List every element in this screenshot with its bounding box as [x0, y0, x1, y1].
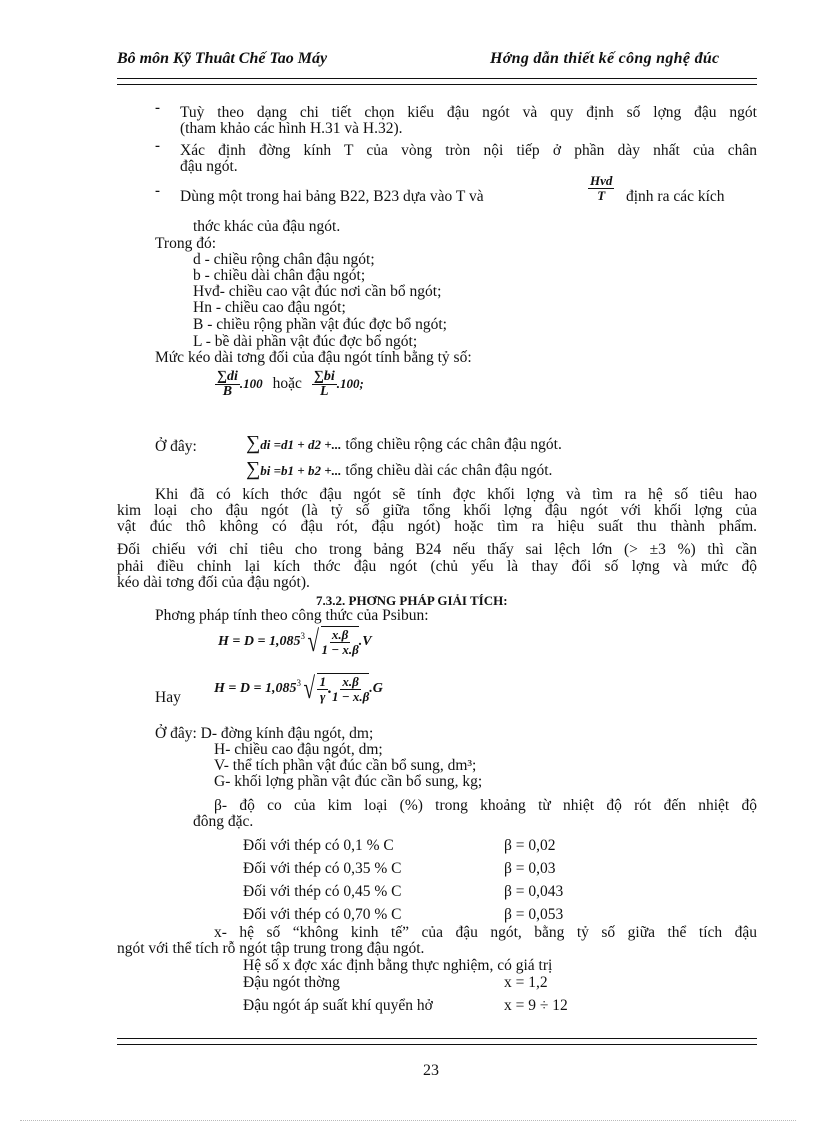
sum-d-expression: di =d1 + d2 +...	[260, 437, 342, 452]
para-line: Đối chiếu với chỉ tiêu cho trong bảng B24 nếu thấy sai lệch lớn (> ±3 %) thì cần	[117, 541, 757, 558]
para-line: Khi đã có kích thớc đậu ngót sẽ tính đợc khối lợng và tìm ra hệ số tiêu hao	[155, 486, 757, 503]
formula-2-n1: 1	[319, 674, 326, 689]
ratio-factor-1: .100	[239, 376, 263, 392]
bullet-2-line-1: Xác định đờng kính T của vòng tròn nội tiếp ở phần dày nhất của chân	[180, 142, 757, 159]
footer-rule-bottom	[117, 1044, 757, 1045]
where-heading: Trong đó:	[155, 235, 217, 252]
header-rule-top	[117, 78, 757, 79]
beta-row-value: β = 0,03	[504, 860, 556, 877]
x-row-label: Đậu ngót thờng	[243, 974, 340, 991]
x-row-label: Đậu ngót áp suất khí quyển hở	[243, 997, 433, 1014]
hvd-over-t-fraction	[588, 174, 614, 203]
bullet-marker: -	[155, 138, 160, 154]
page-edge-dots	[20, 1120, 796, 1121]
header-rule-bottom	[117, 84, 757, 85]
def-item: B - chiều rộng phần vật đúc đợc bổ ngót;	[193, 316, 447, 333]
formula-2-num: x.β	[342, 674, 359, 689]
para-line: kéo dài tơng đối của đậu ngót).	[117, 574, 310, 591]
sum-b-text: tổng chiều dài các chân đậu ngót.	[345, 462, 553, 479]
x-row-value: x = 9 ÷ 12	[504, 997, 568, 1014]
beta-row-steel: Đối với thép có 0,45 % C	[243, 883, 402, 900]
beta-row-value: β = 0,043	[504, 883, 564, 900]
sum-b-formula: ∑bi =b1 + b2 +... tổng chiều dài các chân đậu ngót.	[246, 458, 553, 480]
var-item: V- thể tích phần vật đúc cần bổ sung, dm³;	[214, 757, 477, 774]
page-number: 23	[423, 1062, 439, 1079]
para-line: kim loại cho đậu ngót (là tỷ số giữa tổng khối lợng đậu ngót với khối lợng của	[117, 502, 757, 519]
ratio-den-2: L	[320, 384, 329, 399]
header-department: Bô môn Kỹ Thuât Chế Tao Máy	[117, 50, 328, 67]
ratio-den-1: B	[222, 384, 233, 399]
para-line: vật đúc thô không có đậu rót, đậu ngót) hoặc tìm ra hiệu suất thu thành phẩm.	[117, 518, 757, 535]
ratio-num-1: ∑di	[217, 369, 238, 384]
bullet-marker: -	[155, 100, 160, 116]
formula-1-lhs: H = D = 1,085	[218, 633, 301, 649]
elongation-intro: Mức kéo dài tơng đối của đậu ngót tính bằng tỷ số:	[155, 349, 472, 366]
var-item: H- chiều cao đậu ngót, dm;	[214, 741, 383, 758]
para-line: phải điều chỉnh lại kích thớc đậu ngót (chủ yếu là thay đổi số lợng và mức độ	[117, 558, 757, 575]
elongation-ratio-formula	[215, 370, 364, 399]
root-index: 3	[300, 630, 305, 641]
ratio-num-2: ∑bi	[313, 369, 335, 384]
here-label: Ở đây:	[155, 438, 197, 455]
sum-b-expression: bi =b1 + b2 +...	[260, 463, 342, 478]
formula-1-num: x.β	[331, 627, 349, 642]
formula-1-den: 1 − x.β	[321, 642, 359, 657]
var-item: G- khối lợng phần vật đúc cần bổ sung, kg;	[214, 773, 483, 790]
ratio-factor-2: .100;	[336, 376, 364, 392]
psibun-formula-1: H = D = 1,085 3 √ $\frac{x.\beta}{1 - x.\beta}$ .V	[218, 624, 372, 658]
beta-row-steel: Đối với thép có 0,70 % C	[243, 906, 402, 923]
header-guide-title: Hớng dẫn thiết kế công nghệ đúc	[490, 50, 720, 67]
beta-row-value: β = 0,02	[504, 837, 556, 854]
sum-d-formula: ∑di =d1 + d2 +... tổng chiều rộng các chân đậu ngót.	[246, 432, 562, 454]
bullet-1-line-1: Tuỳ theo dạng chi tiết chọn kiểu đậu ngót và quy định số lợng đậu ngót	[180, 104, 757, 121]
fraction-denominator: T	[597, 188, 606, 203]
bullet-1-line-2: (tham khảo các hình H.31 và H.32).	[180, 120, 403, 137]
formula-2-lhs: H = D = 1,085	[214, 680, 297, 696]
formula-2-d1: γ	[319, 689, 326, 704]
formula-1-tail: .V	[358, 633, 372, 649]
method-intro: Phơng pháp tính theo công thức của Psibun:	[155, 607, 429, 624]
def-item: Hn - chiều cao đậu ngót;	[193, 299, 346, 316]
footer-rule-top	[117, 1038, 757, 1039]
section-heading: 7.3.2. PHƠNG PHÁP GIẢI TÍCH:	[316, 593, 508, 608]
x-desc-1: x- hệ số “không kinh tế” của đậu ngót, bằng tỷ số giữa thể tích đậu	[214, 924, 757, 941]
formula-2-tail: .G	[369, 680, 383, 696]
def-item: L - bề dài phần vật đúc đợc bổ ngót;	[193, 333, 418, 350]
x-desc-2: ngót với thể tích rỗ ngót tập trung trong đậu ngót.	[117, 940, 425, 957]
x-row-value: x = 1,2	[504, 974, 548, 991]
formula-2-den: 1 − x.β	[331, 689, 370, 704]
bullet-2-line-2: đậu ngót.	[180, 158, 238, 175]
beta-desc-1: β- độ co của kim loại (%) trong khoảng từ nhiệt độ rót đến nhiệt độ	[214, 797, 757, 814]
def-item: Hvđ- chiều cao vật đúc nơi cần bổ ngót;	[193, 283, 442, 300]
x-determined: Hệ số x đợc xác định bằng thực nghiệm, có giá trị	[243, 957, 553, 974]
bullet-3-line-1a: Dùng một trong hai bảng B22, B23 dựa vào T và	[180, 188, 484, 205]
or-word: hoặc	[272, 375, 302, 393]
root-index: 3	[296, 677, 301, 688]
beta-row-steel: Đối với thép có 0,35 % C	[243, 860, 402, 877]
sum-d-text: tổng chiều rộng các chân đậu ngót.	[345, 436, 562, 453]
fraction-numerator: Hvd	[590, 173, 613, 188]
def-item: d - chiều rộng chân đậu ngót;	[193, 251, 375, 268]
bullet-marker: -	[155, 183, 160, 199]
or-label: Hay	[155, 689, 181, 706]
bullet-3-line-2: thớc khác của đậu ngót.	[193, 218, 341, 235]
def-item: b - chiều dài chân đậu ngót;	[193, 267, 366, 284]
bullet-3-line-1b: định ra các kích	[626, 188, 725, 205]
beta-desc-2: đông đặc.	[193, 813, 254, 830]
var-d: Ở đây: D- đờng kính đậu ngót, dm;	[155, 725, 374, 742]
beta-row-steel: Đối với thép có 0,1 % C	[243, 837, 394, 854]
beta-row-value: β = 0,053	[504, 906, 564, 923]
psibun-formula-2: H = D = 1,085 3 √ $\frac{1}{\gamma}$ . $\frac{x.\beta}{1 - x.\beta}$ .G	[214, 671, 383, 705]
